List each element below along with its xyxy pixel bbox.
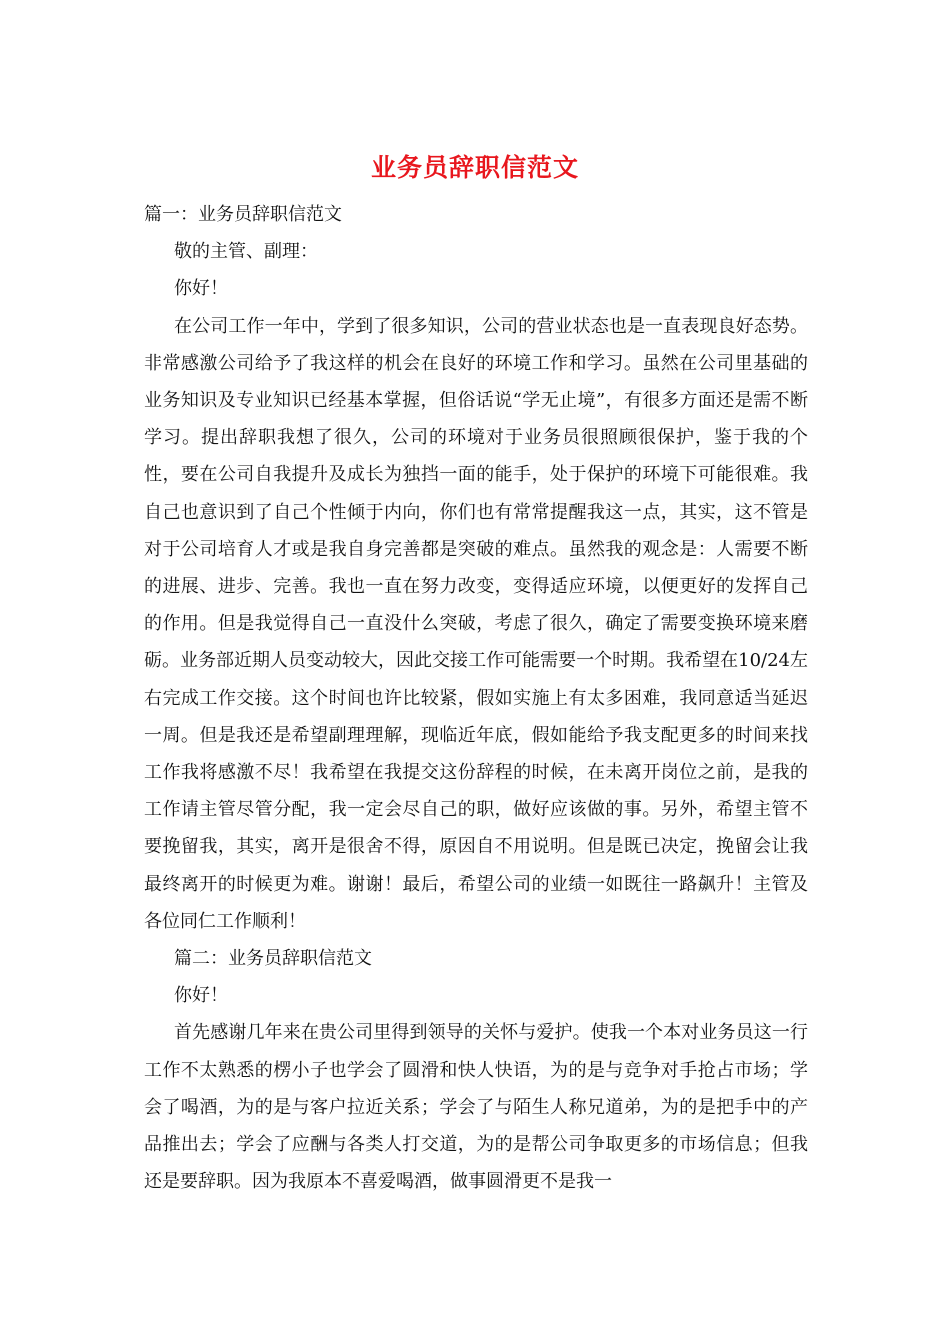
salutation: 敬的主管、副理： [174,241,318,263]
letter-body-2: 首先感谢几年来在贵公司里得到领导的关怀与爱护。使我一个本对业务员这一行工作不太熟悉的楞小子也学会了圆滑和快人快语，为的是与竞争对手抢占市场；学会了喝酒，为的是与客户拉近关系；学会了与陌生人称兄道弟，为的是把手中的产品推出去；学会了应酬与各类人打交道，为的是帮公司争取更多的市场信息；但我还是要辞职。因为我原本不喜爱喝酒，做事圆滑更不是我一 [144,1022,808,1193]
letter-body-1: 在公司工作一年中，学到了很多知识，公司的营业状态也是一直表现良好态势。非常感激公司给予了我这样的机会在良好的环境工作和学习。虽然在公司里基础的业务知识及专业知识已经基本掌握，但俗话说“学无止境”，有很多方面还是需不断学习。提出辞职我想了很久，公司的环境对于业务员很照顾很保护，鉴于我的个性，要在公司自我提升及成长为独挡一面的能手，处于保护的环境下可能很难。我自己也意识到了自己个性倾于内向，你们也有常常提醒我这一点，其实，这不管是对于公司培育人才或是我自身完善都是突破的难点。虽然我的观念是：人需要不断的进展、进步、完善。我也一直在努力改变，变得适应环境，以便更好的发挥自己的作用。但是我觉得自己一直没什么突破，考虑了很久，确定了需要变换环境来磨砺。业务部近期人员变动较大，因此交接工作可能需要一个时期。我希望在10/24左右完成工作交接。这个时间也许比较紧，假如实施上有太多困难，我同意适当延迟一周。但是我还是希望副理理解，现临近年底，假如能给予我支配更多的时间来找工作我将感激不尽！我希望在我提交这份辞程的时候，在未离开岗位之前，是我的工作请主管尽管分配，我一定会尽自己的职，做好应该做的事。另外，希望主管不要挽留我，其实，离开是很舍不得，原因自不用说明。但是既已决定，挽留会让我最终离开的时候更为难。谢谢！最后，希望公司的业绩一如既往一路飙升！主管及各位同仁工作顺利！ [144,315,808,932]
section-heading-2: 篇二：业务员辞职信范文 [174,948,372,970]
greeting-2: 你好！ [174,985,228,1007]
document-body [144,196,808,1200]
document-title: 业务员辞职信范文 [370,153,579,182]
section-heading-1: 篇一：业务员辞职信范文 [144,204,342,225]
greeting-1: 你好！ [174,278,228,300]
